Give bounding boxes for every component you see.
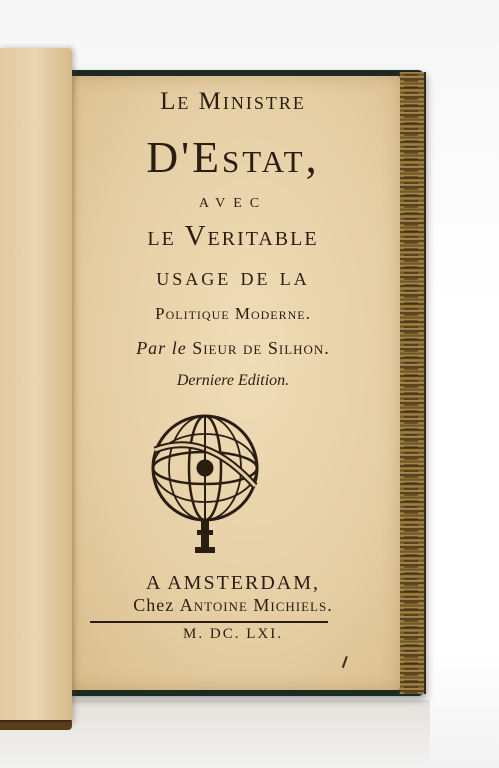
title-line-3: avec <box>198 190 268 212</box>
publisher-prefix: Chez <box>133 595 175 615</box>
title-line-5: usage de la <box>156 264 310 291</box>
title-line-1: Le Ministre <box>160 88 306 115</box>
armillary-sphere-icon <box>145 410 265 560</box>
title-line-4: le Veritable <box>147 220 319 252</box>
publisher-name: Antoine Michiels. <box>179 595 333 615</box>
title-line-6: Politique Moderne. <box>155 304 311 323</box>
edition-line: Derniere Edition. <box>176 372 290 389</box>
author-line <box>66 338 400 359</box>
gilt-tooled-edge <box>398 72 426 694</box>
place-line: A AMSTERDAM, <box>145 572 321 594</box>
publisher-line <box>66 595 400 616</box>
author-name: Sieur de Silhon. <box>192 338 330 358</box>
front-flyleaf <box>0 48 72 724</box>
imprint-rule <box>90 621 328 623</box>
title-line-2: D'Estat, <box>146 133 320 182</box>
author-prefix: Par le <box>136 338 187 358</box>
date-line: M. DC. LXI. <box>183 626 283 642</box>
